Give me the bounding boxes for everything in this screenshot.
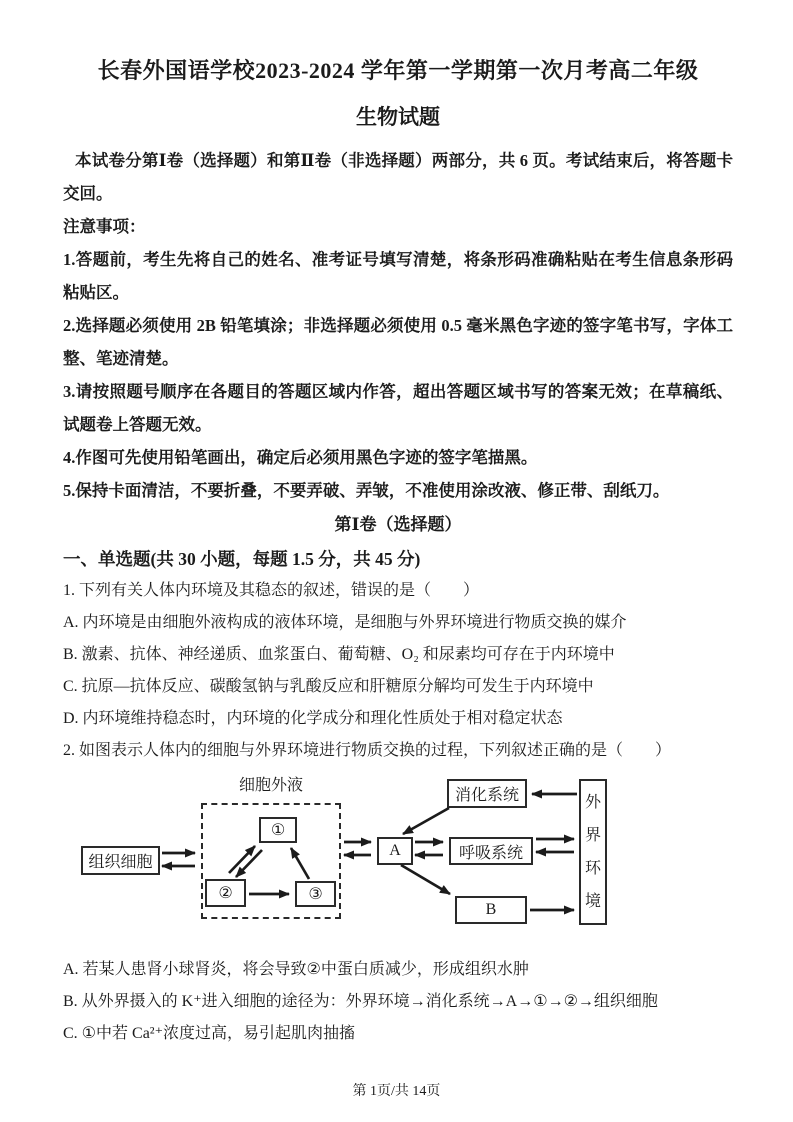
node-3-box: ③	[295, 881, 336, 907]
question-2-option-b: B. 从外界摄入的 K⁺进入细胞的途径为：外界环境→消化系统→A→①→②→组织细胞	[63, 993, 658, 1010]
external-environment-box: 外界环境	[579, 779, 607, 925]
note-item-2: 2.选择题必须使用 2B 铅笔填涂；非选择题必须使用 0.5 毫米黑色字迹的签字笔书写，字体工整、笔迹清楚。	[63, 316, 733, 368]
page-footer: 第 1页/共 14页	[352, 1084, 441, 1099]
intro-paragraph: 本试卷分第Ⅰ卷（选择题）和第Ⅱ卷（非选择题）两部分，共 6 页。考试结束后，将答题卡交回。	[63, 151, 733, 203]
node-2-box: ②	[205, 879, 246, 907]
question-1-stem: 1. 下列有关人体内环境及其稳态的叙述，错误的是（ ）	[63, 582, 480, 599]
question-1-option-c: C. 抗原—抗体反应、碳酸氢钠与乳酸反应和肝糖原分解均可发生于内环境中	[63, 678, 594, 695]
question-2-option-c: C. ①中若 Ca²⁺浓度过高，易引起肌肉抽搐	[63, 1025, 356, 1042]
node-a-box: A	[377, 837, 413, 865]
part-heading: 一、单选题(共 30 小题，每题 1.5 分，共 45 分)	[63, 549, 421, 569]
question-2-option-a: A. 若某人患肾小球肾炎，将会导致②中蛋白质减少，形成组织水肿	[63, 961, 529, 978]
extracellular-fluid-label: 细胞外液	[238, 777, 303, 794]
page-title: 长春外国语学校2023-2024 学年第一学期第一次月考高二年级	[97, 58, 699, 83]
question-2-stem: 2. 如图表示人体内的细胞与外界环境进行物质交换的过程，下列叙述正确的是（ ）	[63, 742, 672, 759]
question-1-option-b: B. 激素、抗体、神经递质、血浆蛋白、葡萄糖、O₂ 和尿素均可存在于内环境中	[63, 646, 615, 663]
question-2-diagram	[63, 770, 663, 942]
diagram-arrows	[63, 770, 663, 942]
question-1-option-a: A. 内环境是由细胞外液构成的液体环境，是细胞与外界环境进行物质交换的媒介	[63, 614, 627, 631]
node-1-box: ①	[259, 817, 297, 843]
respiratory-system-box: 呼吸系统	[449, 837, 533, 865]
node-b-box: B	[455, 896, 527, 924]
section-heading: 第Ⅰ卷（选择题）	[334, 515, 462, 534]
page-subtitle: 生物试题	[356, 105, 440, 129]
note-item-1: 1.答题前，考生先将自己的姓名、准考证号填写清楚，将条形码准确粘贴在考生信息条形码粘贴区。	[63, 250, 733, 302]
tissue-cells-box: 组织细胞	[81, 846, 160, 875]
digestive-system-box: 消化系统	[447, 779, 527, 808]
notes-heading: 注意事项：	[63, 217, 146, 236]
note-item-4: 4.作图可先使用铅笔画出，确定后必须用黑色字迹的签字笔描黑。	[63, 448, 538, 467]
note-item-3: 3.请按照题号顺序在各题目的答题区域内作答，超出答题区域书写的答案无效；在草稿纸、试题卷上答题无效。	[63, 382, 733, 434]
note-item-5: 5.保持卡面清洁，不要折叠，不要弄破、弄皱，不准使用涂改液、修正带、刮纸刀。	[63, 481, 670, 500]
question-1-option-d: D. 内环境维持稳态时，内环境的化学成分和理化性质处于相对稳定状态	[63, 710, 563, 727]
